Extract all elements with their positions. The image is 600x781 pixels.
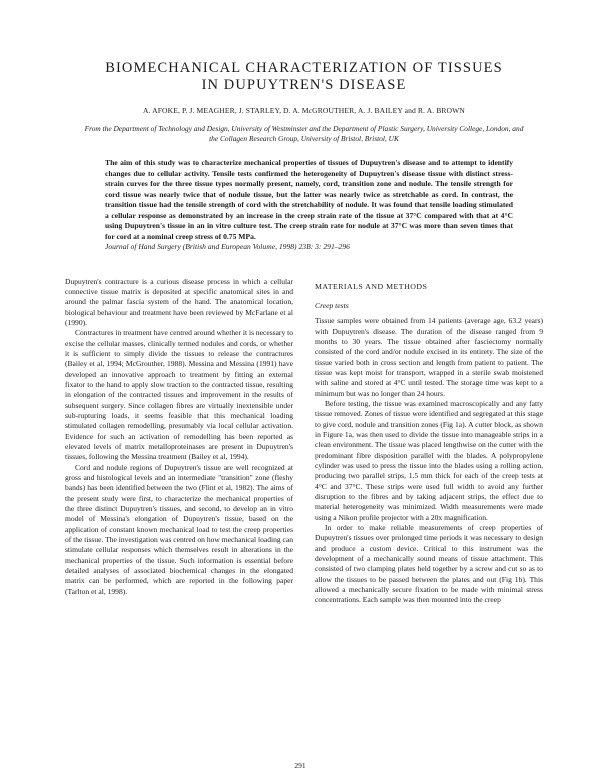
body-paragraph: Before testing, the tissue was examined macroscopically and any fatty tissue removed. Zones of tissue were identified and segregated at this stage to give cord, nodule and transition zones (Fig 1a). A cutter block, as shown in Figure 1a, was then used to divide the tissue into manageable strips in a clean environment. The tissue was placed lengthwise on the cutter with the predominant fibre disposition parallel with the blades. A polypropylene cylinder was used to press the tissue into the blades using a rolling action, producing two parallel strips, 1.5 mm thick for each of the creep tests at 4°C and 37°C. These strips were used full width to avoid any further disruption to the fibres and by taking adjacent strips, the effect due to material heterogeneity was minimized. Width measurements were made using a Nikon profile projector with a 20x magnification. (315, 398, 543, 522)
section-heading: MATERIALS AND METHODS (315, 281, 428, 291)
body-paragraph: In order to make reliable measurements of creep properties of Dupuytren's tissues over prolonged time periods it was necessary to design and produce a custom device. Critical to this instrument was the development of a mechanically sound means of tissue attachment. This consisted of two clamping plates held together by a screw and cut so as to allow the tissues to be passed between the plates and out (Fig 1b). This allowed a mechanically secure fixation to be made with minimal stress concentrations. Each sample was then mounted into the creep (315, 523, 543, 605)
journal-citation: Journal of Hand Surgery (British and European Volume, 1998) 23B: 3: 291–296 (105, 242, 350, 251)
subsection-heading: Creep tests (315, 300, 349, 310)
affiliation: From the Department of Technology and Design, University of Westminster and the Department of Plastic Surgery, University College, London, and the Collagen Research Group, University of Bristol, Bristol, UK (84, 124, 524, 143)
body-paragraph: Contractures in treatment have centred around whether it is necessary to excise the cellular masses, clinically termed nodules and cords, or whether it is sufficient to simply divide the tissues to release the contractures (Bailey et al, 1994; McGrouther, 1988). Messina and Messina (1991) have developed an innovative approach to treatment by fitting an external fixator to the hand to apply slow traction to the contracted tissue, resulting in elongation of the contracted tissues and improvement in the results of subsequent surgery. Since collagen fibres are virtually inextensible under sub-rupturing loads, it seems feasible that this mechanical loading stimulated collagen remodelling, presumably via local cellular activation. Evidence for such an activation of remodelling has been reported as elevated levels of matrix metalloproteinases are present in Dupuytren's tissues, following the Messina treatment (Bailey et al, 1994). (65, 328, 293, 462)
article-title: BIOMECHANICAL CHARACTERIZATION OF TISSUES IN DUPUYTREN'S DISEASE (105, 60, 503, 93)
right-column (315, 277, 543, 606)
body-paragraph: Dupuytren's contracture is a curious disease process in which a cellular connective tissue matrix is deposited at specific anatomical sites in and around the palmar fascia system of the hand. The anatomical location, biological behaviour and treatment have been reviewed by McFarlane et al (1990). (65, 276, 293, 327)
body-paragraph: Cord and nodule regions of Dupuytren's tissue are well recognized at gross and histological levels and an intermediate "transition" zone (fleshy bands) has been identified between the two (Flint et al, 1982). The aims of the present study were first, to characterize the mechanical properties of the three distinct Dupuytren's tissues, and second, to develop an in vitro model of Messina's elongation of Dupuytren's tissue, based on the application of constant known mechanical load to test the creep properties of the tissue. The investigation was centred on how mechanical loading can stimulate cellular responses which themselves result in alterations in the mechanical properties of the tissue. Such information is essential before detailed analyses of associated biochemical changes in the elongated matrix can be performed, which are reported in the following paper (Tarlton et al, 1998). (65, 462, 293, 596)
left-column (65, 277, 293, 606)
page-number: 291 (294, 761, 306, 770)
abstract: The aim of this study was to characterize mechanical properties of tissues of Dupuytren's disease and to attempt to identify changes due to cellular activity. Tensile tests confirmed the heterogeneity of Dupuytren's disease tissue with distinct stress-strain curves for the three tissue types normally present, namely, cord, transition zone and nodule. The tensile strength for cord tissue was nearly twice that of nodule tissue, but the latter was nearly twice as stretchable as cord. In contrast, the transition tissue had the tensile strength of cord with the stretchability of nodule. It was found that tensile loading stimulated a cellular response as demonstrated by an increase in the creep strain rate of the tissue at 37°C compared with that at 4°C using Dupuytren's tissue in an in vitro culture test. The creep strain rate for nodule at 37°C was more than seven times that for cord at a nominal creep stress of 0.75 MPa. (105, 158, 513, 241)
body-columns (65, 277, 543, 606)
body-paragraph: Tissue samples were obtained from 14 patients (average age, 63.2 years) with Dupuytren's disease. The duration of the disease ranged from 9 months to 30 years. The tissue obtained after fasciectomy normally consisted of the cord and/or nodule excised in its entirety. The size of the tissue varied both in cross section and length from patient to patient. The tissue was kept moist for transport, wrapped in a sterile swab moistened with saline and stored at 4°C until tested. The storage time was kept to a minimum but was no longer than 24 hours. (315, 316, 543, 398)
author-list: A. AFOKE, P. J. MEAGHER, J. STARLEY, D. A. McGROUTHER, A. J. BAILEY and R. A. BROWN (142, 106, 465, 115)
